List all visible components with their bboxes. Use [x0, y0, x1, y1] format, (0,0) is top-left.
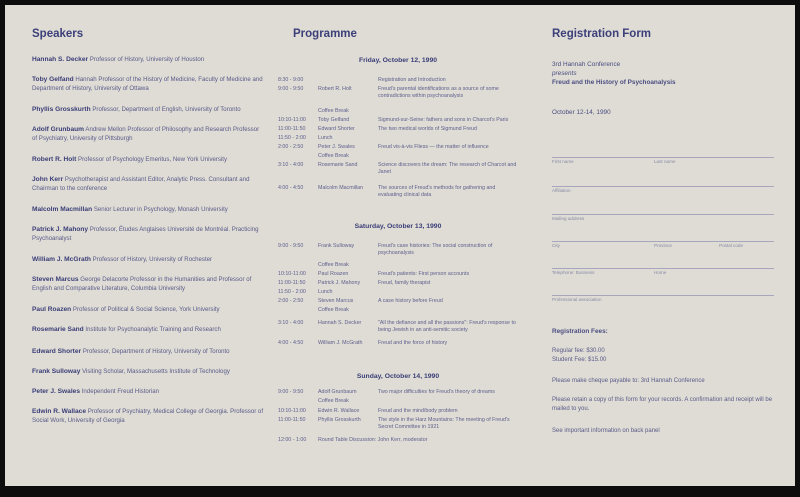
programme-day-title: Sunday, October 14, 1990 [356, 373, 440, 380]
speaker-description: Professor, Études Anglaises Université de Montréal. Practicing Psychoanalyst [32, 226, 259, 243]
conference-name: 3rd Hannah Conference [552, 61, 621, 68]
programme-day-title: Saturday, October 13, 1990 [354, 223, 442, 230]
session-speaker: Rosemarie Sand [318, 162, 358, 168]
speaker-name: Hannah S. Decker [32, 56, 89, 63]
session-speaker: Lunch [318, 289, 333, 295]
speaker-name: Phyllis Grosskurth [32, 106, 91, 113]
session-time: 3:10 - 4:00 [278, 320, 304, 326]
speaker-description: Professor, Department of English, University of Toronto [92, 106, 241, 113]
session-time: 2:00 - 2:50 [278, 298, 304, 304]
province-label: Province [654, 243, 672, 248]
session-time: 11:50 - 2:00 [278, 289, 306, 295]
presents-text: presents [552, 70, 577, 77]
mailing-address-label: Mailing address [552, 216, 585, 221]
speaker-description: Visiting Scholar, Massachusetts Institute of Technology [82, 368, 230, 375]
session-speaker: Hannah S. Decker [318, 320, 362, 326]
session-speaker: Coffee Break [318, 398, 349, 404]
speaker-description: Professor, Department of History, University of Toronto [82, 348, 230, 355]
session-time: 12:00 - 1:00 [278, 437, 307, 443]
speaker-name: Toby Gelfand [32, 76, 74, 83]
session-time: 4:00 - 4:50 [278, 340, 304, 346]
telephone-line[interactable] [552, 268, 774, 269]
speaker-description: Professor of History, University of Rochester [92, 256, 213, 263]
speaker-description: Hannah Professor of the History of Medicine, Faculty of Medicine and Department of History, University of Ottawa [32, 76, 263, 93]
speaker-name: Frank Sulloway [32, 368, 81, 375]
session-title: Freud's case histories: The social construction of psychoanalysis [378, 243, 493, 257]
session-speaker: Robert R. Holt [318, 86, 352, 92]
speaker-name: John Kerr [32, 176, 64, 183]
speaker-name: Malcolm Macmillan [32, 206, 93, 213]
session-speaker: Patrick J. Mahony [318, 280, 361, 286]
first-name-line[interactable] [552, 157, 774, 158]
telephone-home-label: Home [654, 270, 667, 275]
city-line[interactable] [552, 241, 774, 242]
speaker-name: Robert R. Holt [32, 156, 77, 163]
session-time: 9:00 - 9:50 [278, 389, 304, 395]
postal-code-label: Postal code [719, 243, 744, 248]
session-speaker: Coffee Break [318, 153, 349, 159]
session-speaker: Coffee Break [318, 108, 349, 114]
session-time: 4:00 - 4:50 [278, 185, 304, 191]
session-time: 9:00 - 9:50 [278, 243, 304, 249]
session-speaker: Frank Sulloway [318, 243, 355, 249]
session-speaker: Paul Roazen [318, 271, 349, 277]
speaker-name: Steven Marcus [32, 276, 79, 283]
speaker-name: Rosemarie Sand [32, 326, 84, 333]
session-time: 11:00-11:50 [278, 417, 306, 423]
back-panel-note: See important information on back panel [552, 428, 660, 434]
telephone-business-label: Telephone: Business [552, 270, 595, 275]
speaker-name: Paul Roazen [32, 306, 72, 313]
professional-association-line[interactable] [552, 295, 774, 296]
session-speaker: Coffee Break [318, 307, 349, 313]
last-name-label: Last name [654, 159, 676, 164]
conference-subtitle: Freud and the History of Psychoanalysis [552, 79, 676, 86]
first-name-label: First name [552, 159, 574, 164]
session-speaker: Phyllis Grosskurth [318, 417, 361, 423]
session-time: 9:00 - 9:50 [278, 86, 304, 92]
programme-day-title: Friday, October 12, 1990 [358, 57, 438, 64]
professional-association-label: Professional association [552, 297, 602, 302]
session-speaker: Peter J. Swales [318, 144, 355, 150]
mailing-address-line[interactable] [552, 214, 774, 215]
speaker-description: Independent Freud Historian [81, 388, 159, 395]
speakers-heading: Speakers [32, 28, 84, 40]
registration-heading: Registration Form [552, 28, 652, 40]
session-title: Science discovers the dream: The research of Charcot and Janet [378, 162, 517, 176]
session-title: Freud's patients: First person accounts [378, 271, 470, 277]
student-fee: Student Fee: $15.00 [552, 357, 607, 363]
session-time: 10:10-11:00 [278, 408, 306, 414]
speaker-description: George Delacorte Professor in the Humanities and Professor of English and Comparative Literature, Columbia University [32, 276, 252, 293]
session-time: 11:50 - 2:00 [278, 135, 306, 141]
retain-note: Please retain a copy of this form for your records. A confirmation and receipt will be mailed to you. [552, 397, 773, 412]
session-title: A case history before Freud [378, 298, 443, 304]
speaker-description: Professor of Psychology Emeritus, New York University [78, 156, 228, 163]
session-title: The two medical worlds of Sigmund Freud [378, 126, 477, 132]
session-time: 10:10-11:00 [278, 271, 306, 277]
brochure-sheet [5, 5, 795, 486]
session-time: 2:00 - 2:50 [278, 144, 304, 150]
speaker-description: Psychotherapist and Assistant Editor, Analytic Press. Consultant and Chairman to the conference [32, 176, 250, 193]
session-speaker: Toby Gelfand [318, 117, 350, 123]
session-title: "All the defiance and all the passions": Freud's response to being Jewish in an anti-semitic society [378, 320, 516, 334]
speaker-description: Andrew Mellon Professor of Philosophy and Research Professor of Psychiatry, University of Pittsburgh [32, 126, 260, 143]
speaker-name: Edward Shorter [32, 348, 82, 355]
session-title: The style in the Harz Mountains: The meeting of Freud's Secret Committee in 1921 [378, 417, 510, 431]
fees-heading: Registration Fees: [552, 328, 608, 335]
speaker-name: Patrick J. Mahony [32, 226, 89, 233]
speaker-name: Adolf Grunbaum [32, 126, 85, 133]
session-title: Registration and Introduction [378, 77, 446, 83]
city-label: City [552, 243, 560, 248]
session-speaker: Coffee Break [318, 262, 349, 268]
session-title: Freud, family therapist [378, 280, 431, 286]
speaker-description: Senior Lecturer in Psychology, Monash University [93, 206, 228, 213]
session-title: Freud and the force of history [378, 340, 448, 346]
registration-column [5, 5, 795, 486]
session-title: Sigmund-sur-Seine: fathers and sons in Charcot's Paris [378, 117, 509, 123]
regular-fee: Regular fee: $30.00 [552, 348, 605, 354]
speaker-description: Professor of Psychiatry, Medical College of Georgia. Professor of Social Work, University of Georgia [32, 408, 264, 425]
session-time: 3:10 - 4:00 [278, 162, 304, 168]
session-speaker: Adolf Grunbaum [318, 389, 357, 395]
affiliation-line[interactable] [552, 186, 774, 187]
session-time: 8:30 - 9:00 [278, 77, 304, 83]
programme-heading: Programme [293, 28, 357, 40]
session-title: Freud vis-à-vis Fliess — the matter of influence [378, 144, 489, 150]
session-time: 10:10-11:00 [278, 117, 306, 123]
session-time: 11:00-11:50 [278, 280, 306, 286]
session-title: The sources of Freud's methods for gathering and evaluating clinical data [378, 185, 496, 199]
session-speaker: Steven Marcus [318, 298, 354, 304]
speaker-description: Professor of History, University of Houston [89, 56, 205, 63]
session-speaker: Edwin R. Wallace [318, 408, 360, 414]
session-title: Freud and the mind/body problem [378, 408, 458, 414]
speaker-description: Institute for Psychoanalytic Training and Research [85, 326, 221, 333]
session-speaker: Malcolm Macmillan [318, 185, 364, 191]
speaker-name: Peter J. Swales [32, 388, 81, 395]
session-speaker: Lunch [318, 135, 333, 141]
session-title: Two major difficulties for Freud's theory of dreams [378, 389, 495, 395]
session-title: Freud's parental identifications as a source of some contradictions within psychoanalysis [378, 86, 499, 100]
speaker-name: William J. McGrath [32, 256, 91, 263]
session-time: 11:00-11:50 [278, 126, 306, 132]
conference-dates: October 12-14, 1990 [552, 109, 611, 116]
session-speaker: William J. McGrath [318, 340, 363, 346]
speaker-name: Edwin R. Wallace [32, 408, 86, 415]
session-speaker: Round Table Discussion: John Kerr, moderator [318, 437, 428, 443]
affiliation-label: Affiliation [552, 188, 571, 193]
cheque-note: Please make cheque payable to: 3rd Hannah Conference [552, 378, 705, 384]
speaker-description: Professor of Political & Social Science, York University [72, 306, 220, 313]
session-speaker: Edward Shorter [318, 126, 355, 132]
